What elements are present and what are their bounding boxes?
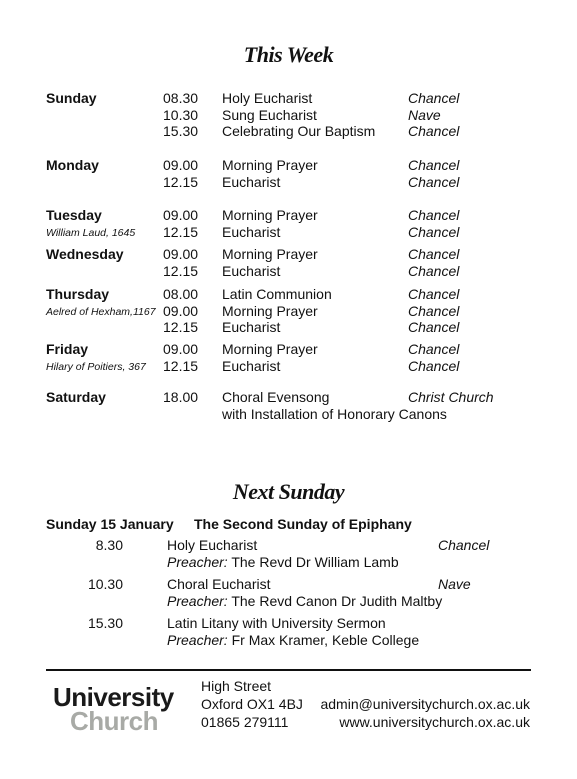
next-sunday-occasion: The Second Sunday of Epiphany — [194, 516, 412, 532]
day-commemoration: Hilary of Poitiers, 367 — [46, 361, 146, 373]
day-name: Thursday — [46, 286, 110, 302]
service-time: 12.15 — [163, 357, 199, 374]
service-location: Chancel — [408, 173, 460, 190]
preacher-label: Preacher: — [167, 592, 228, 609]
preacher-name: The Revd Canon Dr Judith Maltby — [227, 592, 443, 609]
day-name: Friday — [46, 341, 89, 357]
service-location: Chancel — [408, 90, 460, 106]
day-commemoration: William Laud, 1645 — [46, 227, 136, 239]
service-time: 12.15 — [163, 262, 199, 279]
service-location: Chancel — [408, 286, 460, 302]
service-location: Chancel — [408, 302, 460, 319]
service-name: Morning Prayer — [222, 246, 318, 262]
logo-university: University — [53, 682, 174, 712]
service-location: Chancel — [408, 246, 460, 262]
service-name: Holy Eucharist — [167, 537, 258, 553]
service-location: Chancel — [408, 357, 460, 374]
service-time: 18.00 — [163, 389, 199, 405]
service-location: Chancel — [408, 262, 460, 279]
service-name: Eucharist — [222, 319, 281, 336]
service-time: 15.30 — [87, 615, 123, 631]
service-name: with Installation of Honorary Canons — [222, 405, 447, 422]
service-location: Chancel — [408, 123, 460, 140]
service-name: Morning Prayer — [222, 341, 318, 357]
footer-divider — [46, 669, 531, 671]
preacher-line — [167, 554, 399, 571]
service-time: 10.30 — [87, 576, 123, 592]
service-location: Chancel — [408, 207, 460, 223]
email-link[interactable]: admin@universitychurch.ox.ac.uk — [320, 696, 530, 712]
logo-church: Church — [70, 706, 158, 736]
day-name: Saturday — [46, 389, 106, 405]
service-time: 09.00 — [163, 302, 199, 319]
service-time: 12.15 — [163, 223, 199, 240]
service-name: Eucharist — [222, 173, 281, 190]
preacher-line — [167, 593, 442, 610]
service-time: 09.00 — [163, 207, 199, 223]
service-location: Chancel — [438, 537, 490, 553]
service-name: Choral Evensong — [222, 389, 330, 405]
service-time: 09.00 — [163, 246, 199, 262]
service-location: Chancel — [408, 223, 460, 240]
phone-number: 01865 279111 — [201, 714, 289, 730]
service-name: Latin Litany with University Sermon — [167, 615, 386, 631]
service-name: Morning Prayer — [222, 302, 318, 319]
service-location: Chancel — [408, 157, 460, 173]
preacher-label: Preacher: — [167, 631, 228, 648]
preacher-line — [167, 632, 419, 649]
preacher-name: Fr Max Kramer, Keble College — [227, 631, 420, 648]
service-name: Celebrating Our Baptism — [222, 123, 376, 140]
preacher-label: Preacher: — [167, 553, 228, 570]
next-sunday-date: Sunday 15 January — [46, 516, 174, 532]
service-name: Eucharist — [222, 262, 281, 279]
service-location: Nave — [438, 576, 471, 592]
service-time: 8.30 — [95, 537, 123, 553]
service-name: Eucharist — [222, 357, 281, 374]
service-time: 12.15 — [163, 319, 199, 336]
day-name: Wednesday — [46, 246, 124, 262]
service-location: Chancel — [408, 341, 460, 357]
this-week-title: This Week — [243, 42, 334, 67]
service-name: Choral Eucharist — [167, 576, 271, 592]
service-time: 15.30 — [163, 123, 199, 140]
service-name: Eucharist — [222, 223, 281, 240]
service-time: 09.00 — [163, 157, 199, 173]
service-location: Nave — [408, 106, 441, 123]
address-line-1: High Street — [201, 678, 272, 694]
service-time: 08.00 — [163, 286, 199, 302]
service-time: 09.00 — [163, 341, 199, 357]
website-link[interactable]: www.universitychurch.ox.ac.uk — [339, 714, 530, 730]
day-commemoration: Aelred of Hexham,1167 — [46, 306, 156, 318]
day-name: Tuesday — [46, 207, 102, 223]
service-time: 12.15 — [163, 173, 199, 190]
day-name: Monday — [46, 157, 99, 173]
preacher-name: The Revd Dr William Lamb — [227, 553, 399, 570]
address-line-2: Oxford OX1 4BJ — [201, 696, 303, 712]
service-location: Chancel — [408, 319, 460, 336]
service-name: Morning Prayer — [222, 157, 318, 173]
service-name: Morning Prayer — [222, 207, 318, 223]
service-time: 08.30 — [163, 90, 199, 106]
service-name: Holy Eucharist — [222, 90, 313, 106]
service-time: 10.30 — [163, 106, 199, 123]
service-name: Latin Communion — [222, 286, 332, 302]
day-name: Sunday — [46, 90, 97, 106]
service-location: Christ Church — [408, 389, 494, 405]
service-name: Sung Eucharist — [222, 106, 317, 123]
next-sunday-title: Next Sunday — [232, 479, 345, 504]
